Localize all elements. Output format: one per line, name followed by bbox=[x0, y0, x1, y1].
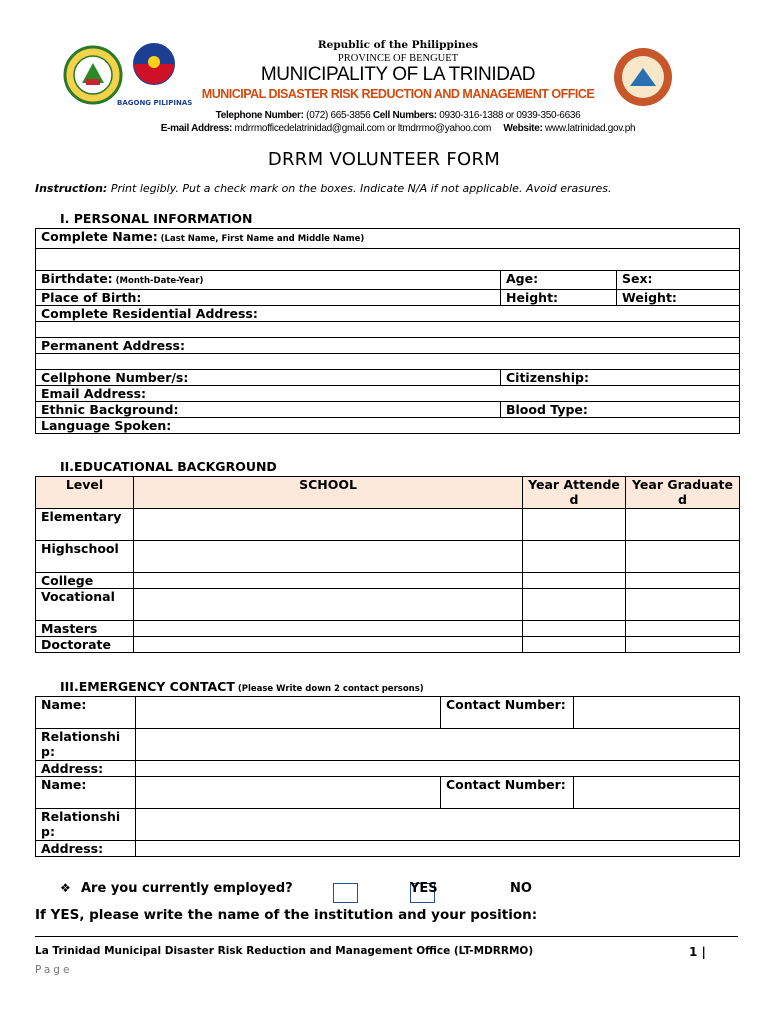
relationship-input-1[interactable] bbox=[136, 729, 740, 761]
education-heading: II.EDUCATIONAL BACKGROUND bbox=[60, 459, 277, 474]
attended-input[interactable] bbox=[523, 621, 626, 637]
emergency-note: (Please Write down 2 contact persons) bbox=[234, 684, 424, 694]
sex-cell[interactable]: Sex: bbox=[617, 271, 740, 290]
employment-question: Are you currently employed? bbox=[81, 881, 293, 896]
contact-label-1: Contact Number: bbox=[441, 697, 574, 729]
yes-label: YES bbox=[410, 881, 438, 896]
instruction-text: Print legibly. Put a check mark on the boxes. Indicate N/A if not applicable. Avoid erasures. bbox=[107, 182, 612, 195]
address-label-1: Address: bbox=[36, 761, 136, 777]
address-label-2: Address: bbox=[36, 841, 136, 857]
instruction-label: Instruction: bbox=[35, 182, 108, 195]
graduated-input[interactable] bbox=[626, 637, 740, 653]
cellphone-cell[interactable]: Cellphone Number/s: bbox=[36, 370, 501, 386]
attended-input[interactable] bbox=[523, 509, 626, 541]
emergency-heading bbox=[60, 679, 424, 694]
bullet-icon: ❖ bbox=[60, 881, 71, 895]
level-masters: Masters bbox=[36, 621, 134, 637]
school-input[interactable] bbox=[134, 637, 523, 653]
col-level: Level bbox=[36, 477, 134, 509]
if-yes-instruction: If YES, please write the name of the institution and your position: bbox=[35, 907, 538, 923]
website-label: Website: bbox=[503, 123, 543, 134]
table-row bbox=[36, 621, 740, 637]
place-of-birth-cell[interactable]: Place of Birth: bbox=[36, 290, 501, 306]
graduated-input[interactable] bbox=[626, 589, 740, 621]
birthdate-note: (Month-Date-Year) bbox=[112, 276, 204, 286]
instruction bbox=[35, 182, 612, 195]
blood-type-cell[interactable]: Blood Type: bbox=[501, 402, 740, 418]
page-number: 1 | bbox=[689, 945, 706, 959]
complete-name-cell[interactable] bbox=[36, 229, 740, 249]
page-word: Page bbox=[35, 964, 73, 976]
citizenship-cell[interactable]: Citizenship: bbox=[501, 370, 740, 386]
table-row bbox=[36, 509, 740, 541]
footer-office: La Trinidad Municipal Disaster Risk Reduction and Management Office (LT-MDRRMO) bbox=[35, 945, 534, 957]
name-input-1[interactable] bbox=[136, 697, 441, 729]
name-input-2[interactable] bbox=[136, 777, 441, 809]
school-input[interactable] bbox=[134, 541, 523, 573]
emergency-table bbox=[35, 696, 740, 857]
col-year-graduated: Year Graduated bbox=[626, 477, 740, 509]
office-name: MUNICIPAL DISASTER RISK REDUCTION AND MANAGEMENT OFFICE bbox=[201, 87, 595, 101]
attended-input[interactable] bbox=[523, 637, 626, 653]
bagong-pilipinas-text: BAGONG PILIPINAS bbox=[117, 99, 193, 107]
level-college: College bbox=[36, 573, 134, 589]
language-spoken-cell[interactable]: Language Spoken: bbox=[36, 418, 740, 434]
email-address-cell[interactable]: Email Address: bbox=[36, 386, 740, 402]
name-label-1: Name: bbox=[36, 697, 136, 729]
level-vocational: Vocational bbox=[36, 589, 134, 621]
form-title: DRRM VOLUNTEER FORM bbox=[267, 149, 501, 170]
graduated-input[interactable] bbox=[626, 621, 740, 637]
relationship-label-2: Relationship: bbox=[36, 809, 136, 841]
municipality-name: MUNICIPALITY OF LA TRINIDAD bbox=[260, 64, 536, 85]
relationship-input-2[interactable] bbox=[136, 809, 740, 841]
attended-input[interactable] bbox=[523, 589, 626, 621]
col-school: SCHOOL bbox=[134, 477, 523, 509]
cell-value: 0930-316-1388 or 0939-350-6636 bbox=[439, 110, 581, 121]
birthdate-label: Birthdate: bbox=[41, 271, 113, 286]
education-table bbox=[35, 476, 740, 653]
footer-rule bbox=[35, 936, 738, 937]
tel-label: Telephone Number: bbox=[215, 110, 304, 121]
height-cell[interactable]: Height: bbox=[501, 290, 617, 306]
complete-name-label: Complete Name: bbox=[41, 229, 158, 244]
permanent-address-input[interactable] bbox=[36, 354, 740, 370]
birthdate-cell[interactable] bbox=[36, 271, 501, 290]
col-year-attended: Year Attended bbox=[523, 477, 626, 509]
name-label-2: Name: bbox=[36, 777, 136, 809]
relationship-label-1: Relationship: bbox=[36, 729, 136, 761]
school-input[interactable] bbox=[134, 589, 523, 621]
graduated-input[interactable] bbox=[626, 541, 740, 573]
personal-info-table bbox=[35, 228, 740, 434]
residential-address-cell[interactable]: Complete Residential Address: bbox=[36, 306, 740, 322]
no-label: NO bbox=[510, 881, 532, 896]
graduated-input[interactable] bbox=[626, 573, 740, 589]
province-line: PROVINCE OF BENGUET bbox=[337, 53, 459, 64]
personal-info-heading: I. PERSONAL INFORMATION bbox=[60, 211, 253, 226]
tel-value: (072) 665-3856 bbox=[306, 110, 371, 121]
school-input[interactable] bbox=[134, 621, 523, 637]
checkbox-employed[interactable] bbox=[333, 883, 358, 903]
permanent-address-cell[interactable]: Permanent Address: bbox=[36, 338, 740, 354]
email-value: mdrrmofficedelatrinidad@gmail.com or ltmdrrmo@yahoo.com bbox=[234, 123, 491, 134]
address-input-2[interactable] bbox=[136, 841, 740, 857]
school-input[interactable] bbox=[134, 509, 523, 541]
attended-input[interactable] bbox=[523, 541, 626, 573]
republic-line: Republic of the Philippines bbox=[317, 39, 479, 51]
level-doctorate: Doctorate bbox=[36, 637, 134, 653]
table-row bbox=[36, 541, 740, 573]
website-value: www.latrinidad.gov.ph bbox=[544, 123, 636, 134]
email-label: E-mail Address: bbox=[160, 123, 233, 134]
attended-input[interactable] bbox=[523, 573, 626, 589]
level-elementary: Elementary bbox=[36, 509, 134, 541]
address-input-1[interactable] bbox=[136, 761, 740, 777]
cell-label: Cell Numbers: bbox=[372, 110, 437, 121]
age-cell[interactable]: Age: bbox=[501, 271, 617, 290]
emergency-heading-text: III.EMERGENCY CONTACT bbox=[60, 679, 235, 694]
weight-cell[interactable]: Weight: bbox=[617, 290, 740, 306]
contact-input-2[interactable] bbox=[574, 777, 740, 809]
level-highschool: Highschool bbox=[36, 541, 134, 573]
residential-address-input[interactable] bbox=[36, 322, 740, 338]
contact-label-2: Contact Number: bbox=[441, 777, 574, 809]
graduated-input[interactable] bbox=[626, 509, 740, 541]
email-line bbox=[14, 123, 768, 134]
table-row bbox=[36, 637, 740, 653]
school-input[interactable] bbox=[134, 573, 523, 589]
complete-name-input[interactable] bbox=[36, 249, 740, 271]
contact-input-1[interactable] bbox=[574, 697, 740, 729]
table-row bbox=[36, 589, 740, 621]
table-row bbox=[36, 573, 740, 589]
telephone-line bbox=[14, 110, 768, 121]
complete-name-note: (Last Name, First Name and Middle Name) bbox=[157, 234, 365, 244]
ethnic-background-cell[interactable]: Ethnic Background: bbox=[36, 402, 501, 418]
